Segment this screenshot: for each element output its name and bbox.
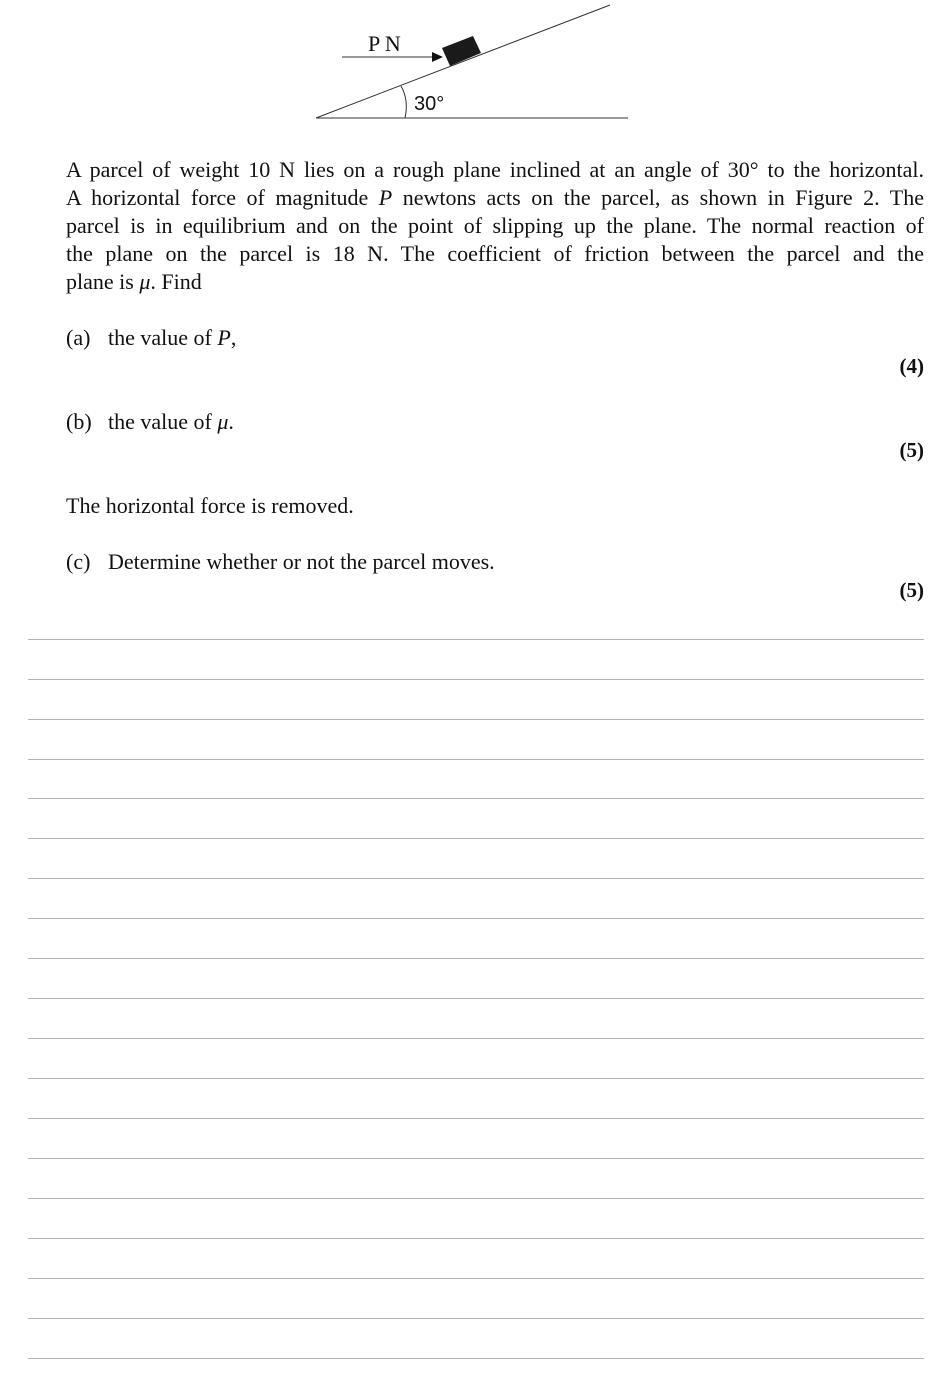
intro-line-2 xyxy=(66,184,924,212)
answer-line[interactable] xyxy=(28,1158,924,1159)
part-a xyxy=(66,324,236,352)
angle-label: 30° xyxy=(414,93,445,115)
part-a-label: (a) xyxy=(66,325,91,350)
part-b-marks: (5) xyxy=(899,438,924,462)
answer-line[interactable] xyxy=(28,679,924,680)
answer-line[interactable] xyxy=(28,1078,924,1079)
answer-line[interactable] xyxy=(28,1038,924,1039)
intro-line-1: A parcel of weight 10 N lies on a rough plane inclined at an angle of 30° to the horizontal. xyxy=(66,157,924,182)
part-b-variable: μ xyxy=(217,409,229,434)
intro-line-5-start: plane is xyxy=(66,269,140,294)
answer-line[interactable] xyxy=(28,798,924,799)
answer-line[interactable] xyxy=(28,719,924,720)
inclined-plane-figure xyxy=(0,0,952,140)
part-b xyxy=(66,408,234,436)
intro-line-3: parcel is in equilibrium and on the point of slipping up the plane. The normal reaction of xyxy=(66,213,924,238)
variable-mu: μ xyxy=(139,269,151,294)
force-removed-text: The horizontal force is removed. xyxy=(66,493,354,518)
force-arrow-head xyxy=(432,52,443,62)
part-c-text: Determine whether or not the parcel moves. xyxy=(108,549,495,574)
parcel-block xyxy=(442,36,481,66)
answer-line[interactable] xyxy=(28,958,924,959)
answer-line[interactable] xyxy=(28,1198,924,1199)
part-b-label: (b) xyxy=(66,409,92,434)
answer-line[interactable] xyxy=(28,838,924,839)
answer-line[interactable] xyxy=(28,759,924,760)
answer-line[interactable] xyxy=(28,878,924,879)
part-c-marks: (5) xyxy=(899,578,924,602)
answer-line[interactable] xyxy=(28,1278,924,1279)
answer-line[interactable] xyxy=(28,639,924,640)
variable-p: P xyxy=(378,185,393,210)
answer-line[interactable] xyxy=(28,1118,924,1119)
intro-line-4: the plane on the parcel is 18 N. The coefficient of friction between the parcel and the xyxy=(66,241,924,266)
force-label: P N xyxy=(368,31,401,56)
angle-arc xyxy=(401,86,406,118)
intro-line-2-end: newtons acts on the parcel, as shown in Figure 2. The xyxy=(392,185,924,210)
part-b-text: the value of xyxy=(108,409,218,434)
part-b-suffix: . xyxy=(228,409,234,434)
answer-line[interactable] xyxy=(28,1358,924,1359)
part-c-label: (c) xyxy=(66,549,91,574)
answer-line[interactable] xyxy=(28,998,924,999)
part-a-variable: P xyxy=(217,325,231,350)
question-intro xyxy=(66,156,924,296)
intro-line-5 xyxy=(66,268,924,296)
intro-line-2-start: A horizontal force of magnitude xyxy=(66,185,379,210)
part-a-text: the value of xyxy=(108,325,218,350)
answer-line[interactable] xyxy=(28,918,924,919)
part-a-marks: (4) xyxy=(899,354,924,378)
intro-line-5-end: . Find xyxy=(150,269,202,294)
answer-line[interactable] xyxy=(28,1238,924,1239)
answer-line[interactable] xyxy=(28,1318,924,1319)
incline-line xyxy=(316,5,610,118)
part-a-suffix: , xyxy=(230,325,237,350)
part-c xyxy=(66,548,495,576)
